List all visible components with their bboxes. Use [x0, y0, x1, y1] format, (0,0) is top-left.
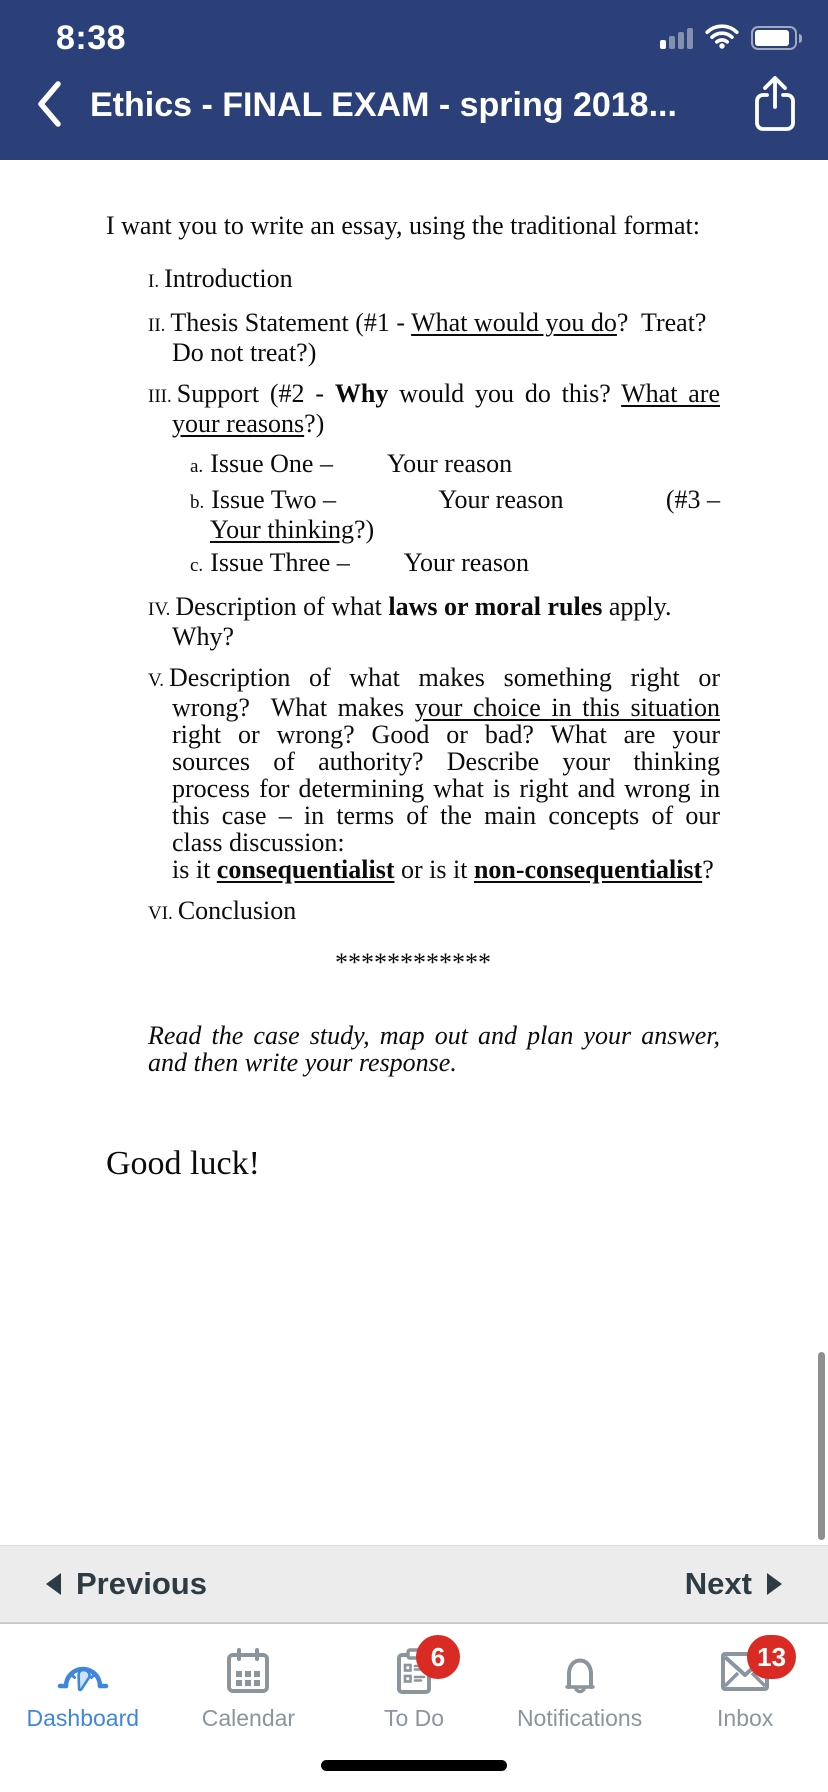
scrollbar-thumb[interactable]: [818, 1352, 825, 1540]
subitem-lead: a. Issue One –: [190, 449, 333, 478]
doc-intro: I want you to write an essay, using the traditional format:: [106, 211, 701, 240]
doc-closing: Good luck!: [106, 1145, 260, 1182]
share-button[interactable]: [750, 73, 800, 138]
doc-line: V. Description of what makes something right or: [148, 663, 720, 692]
doc-line: [190, 450, 720, 480]
tab-label: Notifications: [516, 1705, 643, 1731]
clipboard-icon: [386, 1641, 446, 1700]
outline-item-II: [106, 309, 720, 366]
doc-line: process for determining what is right and wrong in: [172, 774, 720, 803]
back-button[interactable]: [34, 79, 64, 132]
tab-label: Inbox: [717, 1705, 774, 1731]
outline-sublist: [172, 450, 720, 579]
roman-numeral: VI.: [148, 903, 173, 924]
doc-line: right or wrong? Good or bad? What are your: [172, 720, 720, 749]
doc-line: sources of authority? Describe your thinking: [172, 747, 720, 776]
page-title: Ethics - FINAL EXAM - spring 2018...: [90, 85, 677, 124]
doc-line: wrong? What makes your choice in this situation: [172, 693, 721, 722]
outline-item-III: [106, 380, 720, 579]
list-letter: a.: [190, 456, 204, 477]
outline-subitem-a: [190, 450, 720, 480]
triangle-left-icon: [46, 1573, 61, 1595]
previous-button[interactable]: [46, 1566, 207, 1602]
subitem-lead: b. Issue Two –: [190, 485, 337, 514]
outline-item-I: [106, 265, 720, 295]
tab-notifications[interactable]: [497, 1624, 663, 1792]
roman-numeral: V.: [148, 670, 165, 691]
previous-label: Previous: [76, 1566, 207, 1601]
subitem-mid: Your reason: [438, 485, 564, 514]
outline-subitem-b: [190, 486, 720, 543]
pager-bar: [0, 1545, 828, 1623]
cellular-signal-icon: [660, 27, 693, 49]
doc-line: IV. Description of what laws or moral rules apply.: [148, 592, 672, 621]
next-button[interactable]: [685, 1566, 782, 1602]
header: [0, 0, 828, 160]
next-label: Next: [684, 1566, 752, 1601]
tab-label: To Do: [383, 1705, 445, 1731]
doc-line: II. Thesis Statement (#1 - What would you do? Treat?: [148, 308, 707, 337]
doc-line: [190, 549, 720, 579]
roman-numeral: I.: [148, 271, 160, 292]
doc-line: [190, 486, 720, 516]
tab-calendar[interactable]: [166, 1624, 332, 1792]
tab-label: Dashboard: [26, 1705, 140, 1731]
subitem-right: (#3 –: [665, 485, 720, 514]
doc-line: and then write your response.: [148, 1048, 457, 1077]
subitem-lead: c. Issue Three –: [190, 548, 350, 577]
share-icon: [750, 73, 800, 138]
status-time: 8:38: [56, 18, 127, 57]
doc-line: Read the case study, map out and plan your answer,: [148, 1021, 720, 1050]
tab-bar: [0, 1623, 828, 1792]
document-viewer[interactable]: [0, 160, 828, 1545]
roman-numeral: IV.: [148, 599, 171, 620]
status-icons: [660, 23, 802, 54]
list-letter: c.: [190, 555, 204, 576]
outline-item-IV: [106, 593, 720, 650]
home-indicator[interactable]: [321, 1760, 507, 1771]
chevron-left-icon: [34, 79, 64, 132]
subitem-mid: Your reason: [403, 548, 529, 577]
doc-line: Your thinking?): [210, 515, 375, 544]
outline-subitem-c: [190, 549, 720, 579]
subitem-mid: Your reason: [386, 449, 513, 478]
tab-dashboard[interactable]: [0, 1624, 166, 1792]
outline-item-VI: [106, 897, 720, 927]
notification-badge: 6: [416, 1635, 460, 1679]
doc-separator: ************: [335, 948, 491, 977]
document-page: [0, 160, 828, 1182]
status-bar: [0, 0, 828, 58]
doc-note: [148, 1022, 720, 1076]
doc-line: VI. Conclusion: [148, 896, 297, 925]
triangle-right-icon: [767, 1573, 782, 1595]
tab-label: Calendar: [201, 1705, 296, 1731]
doc-line: Why?: [172, 622, 235, 651]
roman-numeral: III.: [148, 386, 172, 407]
doc-line: this case – in terms of the main concepts of our: [172, 801, 720, 830]
envelope-icon: [717, 1641, 787, 1700]
list-letter: b.: [190, 492, 205, 513]
bell-icon: [552, 1644, 608, 1700]
tab-inbox[interactable]: [662, 1624, 828, 1792]
outline-item-V: [106, 664, 720, 883]
gauge-icon: [55, 1644, 111, 1700]
roman-numeral: II.: [148, 315, 166, 336]
nav-bar: [0, 58, 828, 160]
notification-badge: 13: [747, 1635, 796, 1679]
doc-line: your reasons?): [172, 409, 325, 438]
doc-line: III. Support (#2 - Why would you do this? What are: [148, 379, 720, 408]
doc-line: Do not treat?): [172, 338, 317, 367]
doc-line: I. Introduction: [148, 264, 293, 293]
calendar-icon: [220, 1644, 276, 1700]
doc-line: is it consequentialist or is it non-consequentialist?: [172, 855, 714, 884]
doc-outline: [106, 265, 720, 927]
battery-icon: [751, 26, 802, 50]
wifi-icon: [705, 23, 739, 54]
doc-line: class discussion:: [172, 828, 345, 857]
